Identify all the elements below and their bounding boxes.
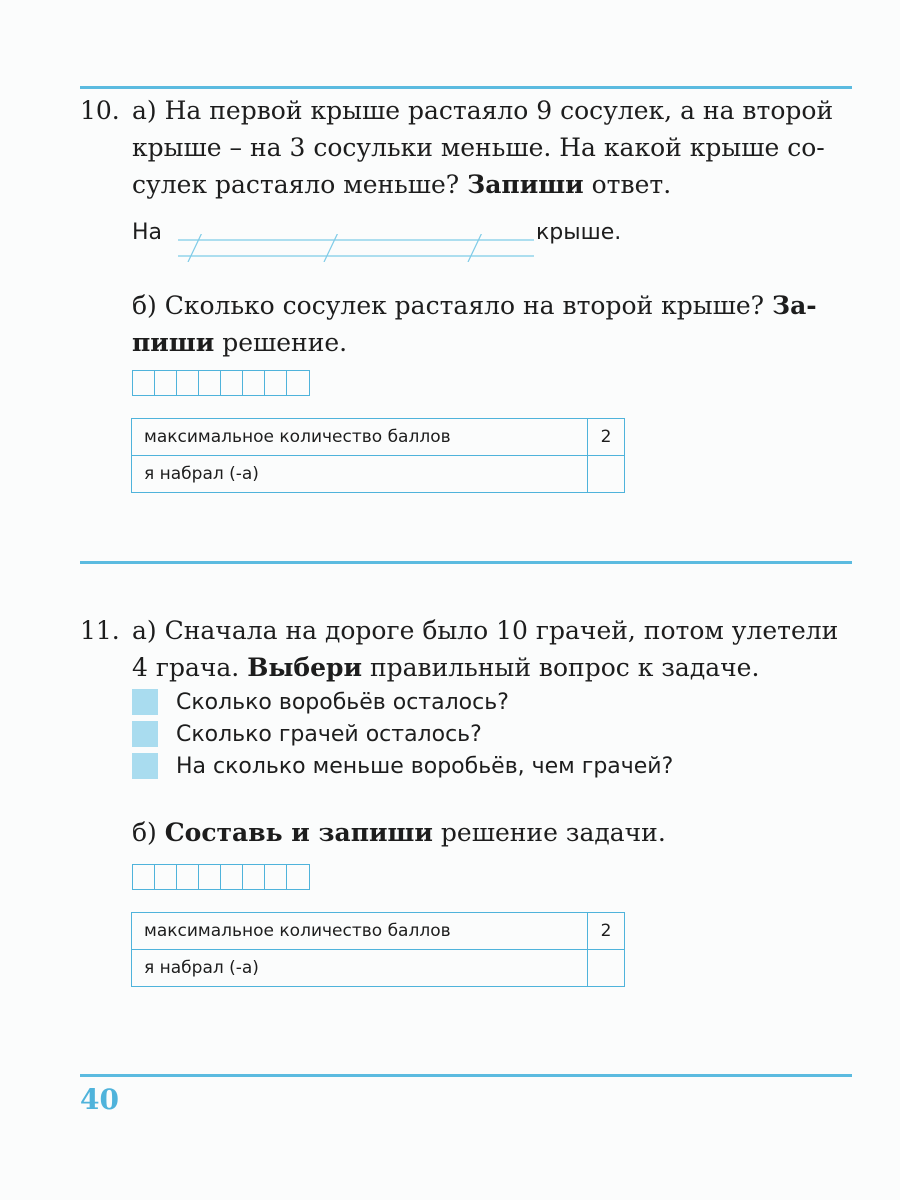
solution-grid-cells[interactable]: [132, 864, 310, 890]
task-10-line-3: сулек растаяло меньше? Запиши ответ.: [132, 170, 672, 199]
earned-points-field[interactable]: [588, 950, 625, 987]
option-3[interactable]: [132, 750, 673, 782]
solution-grid-cells[interactable]: [132, 370, 310, 396]
task-10-line-1: 10. а) На первой крыше растаяло 9 сосулек, а на второй: [80, 92, 860, 129]
option-checkbox[interactable]: [132, 753, 158, 779]
answer-prefix: На: [132, 220, 163, 245]
task-10-answer-row: [0, 220, 900, 260]
option-checkbox[interactable]: [132, 689, 158, 715]
option-2[interactable]: [132, 718, 673, 750]
table-row: [132, 419, 625, 456]
earned-points-label: я набрал (-а): [132, 456, 588, 493]
task-10-b-line-1: б) Сколько сосулек растаяло на второй крыше? За-: [132, 291, 817, 320]
option-1[interactable]: [132, 686, 673, 718]
task-11-part-b: [80, 814, 860, 851]
max-points-value: 2: [588, 419, 625, 456]
max-points-label: максимальное количество баллов: [132, 913, 588, 950]
task-10-b-line-2: пиши решение.: [132, 328, 348, 357]
task-10: [80, 92, 860, 203]
table-row: [132, 913, 625, 950]
task-number: 11.: [80, 616, 120, 645]
page-number: 40: [80, 1083, 119, 1116]
bottom-rule: [80, 1074, 852, 1077]
task-11-score-table: [131, 912, 625, 987]
max-points-label: максимальное количество баллов: [132, 419, 588, 456]
option-label: Сколько воробьёв осталось?: [176, 689, 509, 715]
answer-blank-field[interactable]: [178, 234, 534, 262]
task-11: [80, 612, 860, 686]
top-rule: [80, 86, 852, 89]
task-10-score-table: [131, 418, 625, 493]
option-label: На сколько меньше воробьёв, чем грачей?: [176, 753, 674, 779]
option-label: Сколько грачей осталось?: [176, 721, 482, 747]
task-number: 10.: [80, 96, 120, 125]
section-rule: [80, 561, 852, 564]
table-row: [132, 456, 625, 493]
task-10-line-2: крыше – на 3 сосульки меньше. На какой крыше со-: [132, 133, 825, 162]
earned-points-field[interactable]: [588, 456, 625, 493]
option-checkbox[interactable]: [132, 721, 158, 747]
max-points-value: 2: [588, 913, 625, 950]
task-11-b-line: б) Составь и запиши решение задачи.: [132, 818, 666, 847]
task-10-part-b: [80, 287, 860, 361]
answer-options: [132, 686, 673, 782]
task-11-line-1: 11. а) Сначала на дороге было 10 грачей, потом улетели: [80, 612, 860, 649]
answer-suffix: крыше.: [536, 220, 622, 245]
table-row: [132, 950, 625, 987]
task-11-line-2: 4 грача. Выбери правильный вопрос к задаче.: [132, 653, 760, 682]
earned-points-label: я набрал (-а): [132, 950, 588, 987]
